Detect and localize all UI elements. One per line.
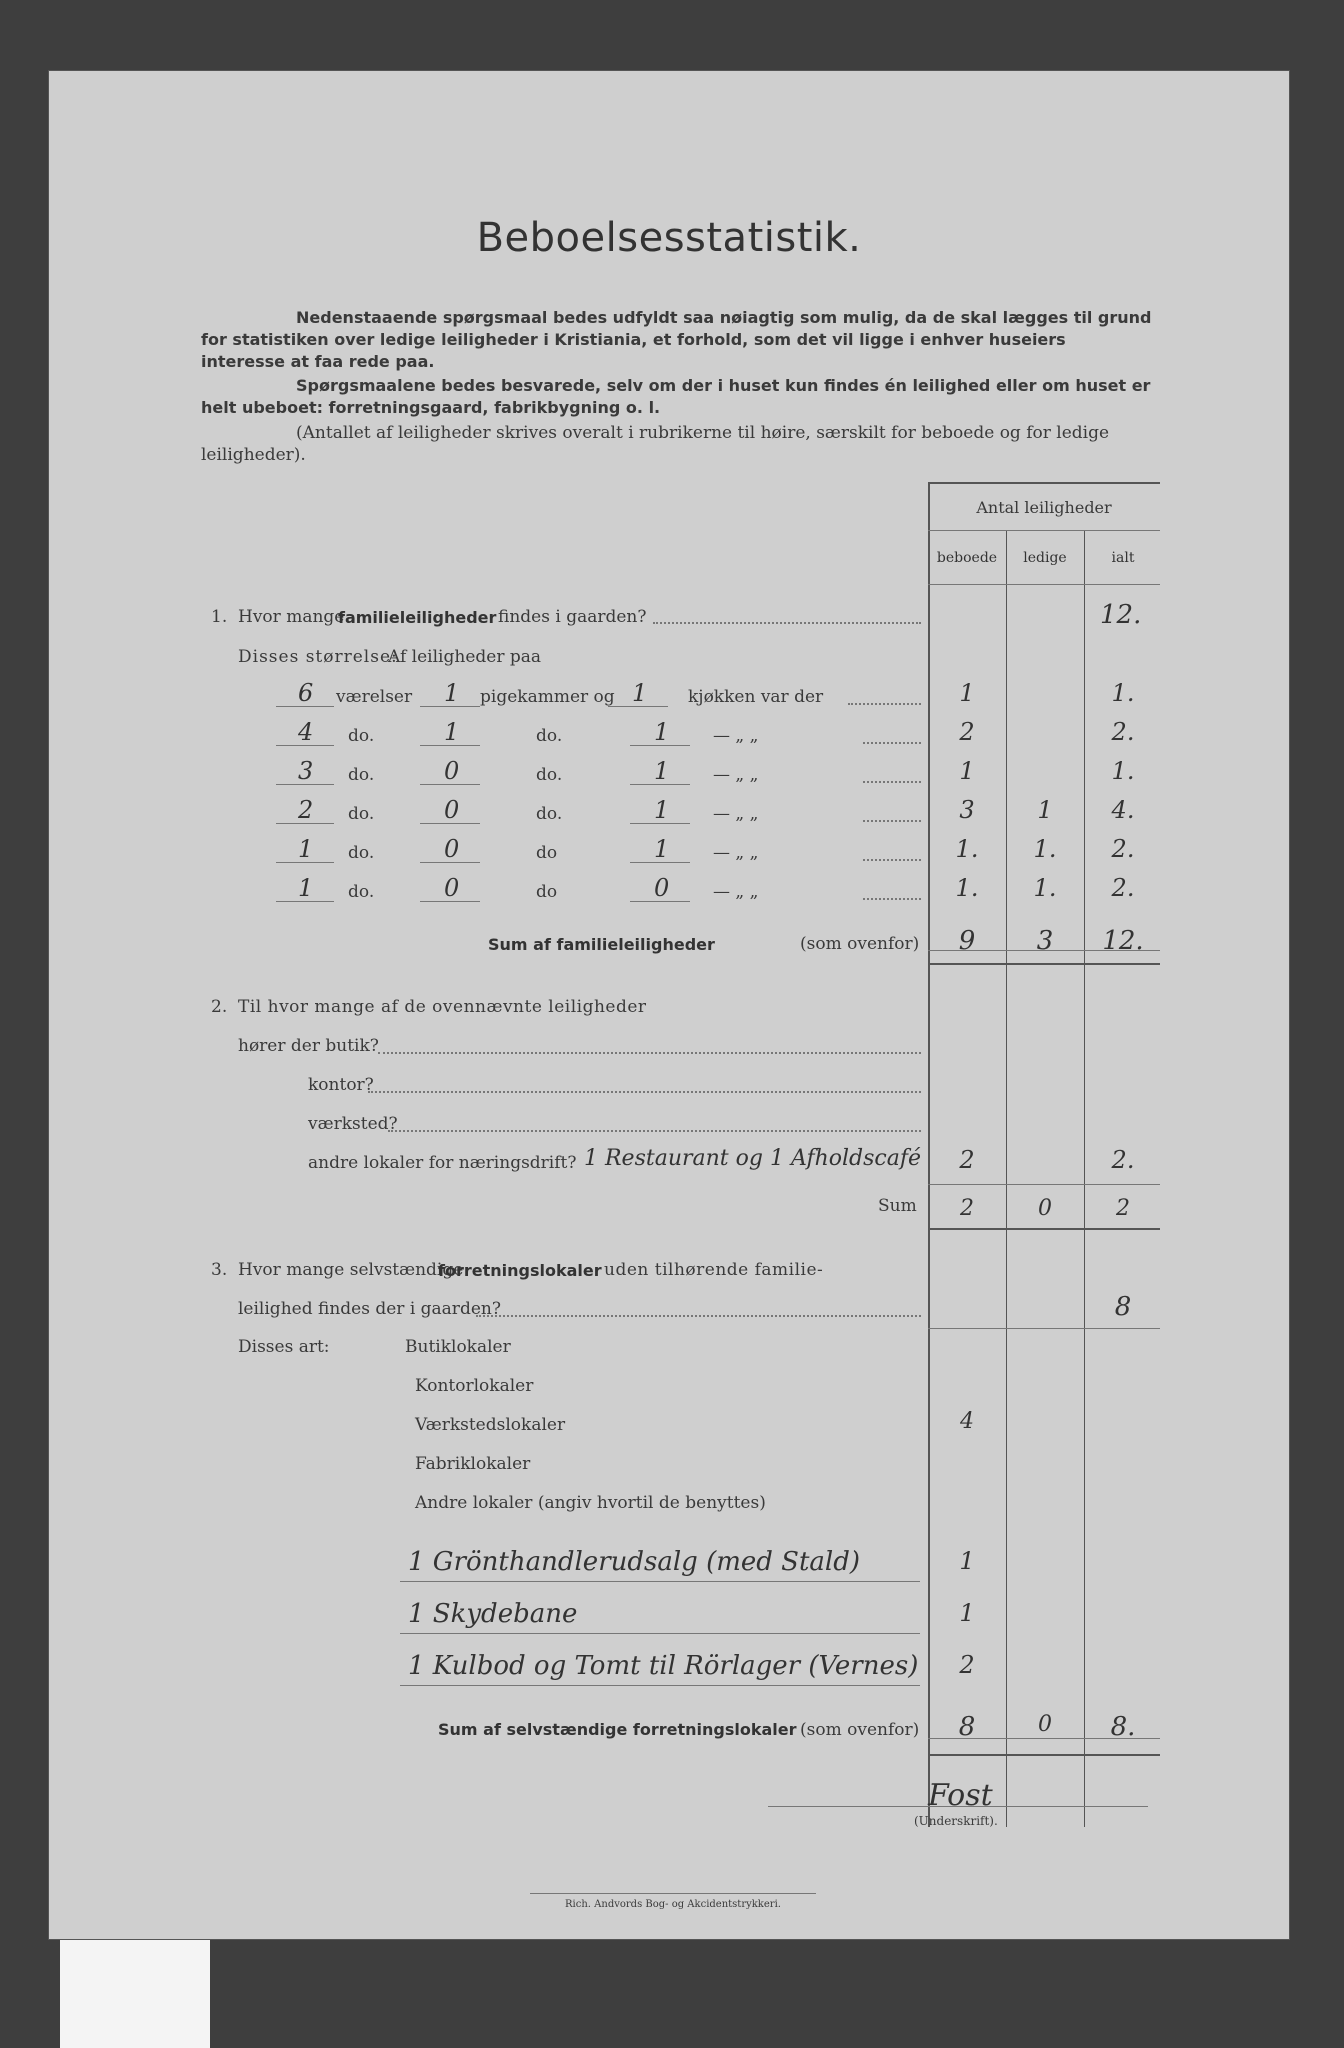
row-leader-dots [863, 820, 921, 822]
intro-line-5: helt ubeboet: forretningsgaard, fabrikbygning o. l. [201, 398, 661, 417]
q1-ialt: 12. [1100, 600, 1142, 630]
intro-line-6: (Antallet af leiligheder skrives overalt i rubrikerne til høire, særskilt for beboede og for ledige [296, 423, 1110, 443]
row-kitchen-word: — „ „ [713, 765, 759, 785]
table-subheader-rule [928, 584, 1160, 585]
q1-sum-rule-bottom [928, 963, 1160, 965]
row-maid-word: pigekammer og [480, 687, 615, 707]
q1-sum-label: Sum af familieleiligheder [488, 935, 715, 954]
q3-sum-note: (som ovenfor) [800, 1720, 920, 1740]
q3-line2: leilighed findes der i gaarden? [238, 1299, 501, 1319]
row-maid: 0 [444, 757, 460, 785]
row-maid: 1 [444, 679, 460, 707]
row-kitchen-word: — „ „ [713, 882, 759, 902]
table-group-header: Antal leiligheder [976, 498, 1112, 517]
q3-text-prefix: Hvor mange selvstændige [238, 1260, 464, 1280]
signature-line [768, 1806, 1148, 1807]
row-ledige: 1. [1033, 874, 1057, 902]
row-kitchen-word: kjøkken var der [688, 687, 824, 707]
q3-text-bold: forretningslokaler [438, 1261, 602, 1280]
row-ialt: 2. [1111, 835, 1135, 863]
row-maid-word: do [536, 882, 558, 902]
row-kitchen: 1 [654, 835, 670, 863]
q3-art-label: Disses art: [238, 1337, 330, 1357]
row-ledige: 1. [1033, 835, 1057, 863]
q3-handwritten-beboede: 1 [959, 1599, 975, 1627]
row-ialt: 2. [1111, 718, 1135, 746]
q3-art-item-label: Andre lokaler (angiv hvortil de benyttes) [415, 1493, 766, 1513]
row-leader-dots [863, 742, 921, 744]
row-beboede: 1 [959, 757, 975, 785]
q2-andre-beboede: 2 [959, 1146, 975, 1174]
row-rooms-word: do. [348, 882, 375, 902]
col-beboede: beboede [936, 550, 998, 566]
row-kitchen: 1 [654, 718, 670, 746]
row-leader-dots [863, 859, 921, 861]
col-ledige: ledige [1023, 550, 1067, 566]
row-maid: 0 [444, 874, 460, 902]
q2-andre-answer: 1 Restaurant og 1 Afholdscafé [584, 1146, 922, 1171]
row-kitchen-word: — „ „ [713, 804, 759, 824]
q2-sum-rule-bottom [928, 1228, 1160, 1230]
q1-sum-ialt: 12. [1102, 926, 1144, 956]
col-ialt: ialt [1111, 550, 1135, 566]
table-col-divider-1 [1006, 530, 1007, 1827]
row-ialt: 4. [1111, 796, 1135, 824]
q2-vaerksted-label: værksted? [308, 1114, 398, 1134]
q3-sum-ialt: 8. [1110, 1712, 1136, 1742]
printer-imprint: Rich. Andvords Bog- og Akcidentstrykkeri. [565, 1899, 781, 1910]
q3-sum-label: Sum af selvstændige forretningslokaler [438, 1720, 797, 1739]
q1-leader-dots [653, 622, 921, 624]
row-ialt: 1. [1111, 679, 1135, 707]
q3-ialt: 8 [1114, 1292, 1132, 1322]
q3-art-item-label: Kontorlokaler [415, 1376, 534, 1396]
q3-handwritten-line [400, 1685, 920, 1686]
q2-andre-label: andre lokaler for næringsdrift? [308, 1153, 577, 1173]
q3-rule [928, 1328, 1160, 1329]
row-rooms-word: do. [348, 843, 375, 863]
row-leader-dots [848, 703, 921, 705]
intro-line-1: Nedenstaaende spørgsmaal bedes udfyldt saa nøiagtig som mulig, da de skal lægges til grund [296, 308, 1152, 327]
row-rooms-word: do. [348, 765, 375, 785]
row-kitchen-word: — „ „ [713, 843, 759, 863]
q2-butik-dots [378, 1052, 921, 1054]
row-leader-dots [863, 898, 921, 900]
q3-handwritten-line [400, 1581, 920, 1582]
q1-text-bold: familieleiligheder [338, 608, 497, 627]
row-leader-dots [863, 781, 921, 783]
row-rooms: 3 [298, 757, 314, 785]
q3-number: 3. [211, 1260, 228, 1280]
q1-sum-ledige: 3 [1036, 926, 1054, 956]
q3-handwritten-item: 1 Grönthandlerudsalg (med Stald) [408, 1547, 861, 1577]
q3-sum-ledige: 0 [1038, 1712, 1052, 1737]
row-rooms-word: værelser [336, 687, 413, 707]
row-maid-word: do. [536, 726, 563, 746]
row-kitchen-word: — „ „ [713, 726, 759, 746]
q3-leader-dots [476, 1315, 921, 1317]
q2-kontor-dots [368, 1091, 921, 1093]
signature-caption: (Underskrift). [914, 1814, 998, 1828]
row-rooms: 6 [298, 679, 314, 707]
intro-line-3: interesse at faa rede paa. [201, 352, 435, 371]
q3-art-item-beboede: 4 [960, 1409, 974, 1434]
row-maid-word: do. [536, 765, 563, 785]
row-rooms: 4 [298, 718, 314, 746]
row-beboede: 2 [959, 718, 975, 746]
row-kitchen: 0 [654, 874, 670, 902]
row-ialt: 1. [1111, 757, 1135, 785]
table-header-rule [928, 530, 1160, 531]
q2-sum-ialt: 2 [1116, 1196, 1130, 1221]
q2-sum-ledige: 0 [1038, 1196, 1052, 1221]
q1-sum-beboede: 9 [958, 926, 976, 956]
row-rooms-word: do. [348, 726, 375, 746]
q3-sum-rule-bottom [928, 1754, 1160, 1756]
row-maid: 0 [444, 796, 460, 824]
intro-line-4: Spørgsmaalene bedes besvarede, selv om der i huset kun findes én leilighed eller om huset er [296, 376, 1151, 395]
intro-line-2: for statistiken over ledige leiligheder i Kristiania, et forhold, som det vil ligge i enhver huseiers [201, 330, 1066, 349]
q3-handwritten-beboede: 2 [959, 1651, 975, 1679]
row-rooms: 1 [298, 835, 314, 863]
q2-kontor-label: kontor? [308, 1075, 374, 1095]
q2-number: 2. [211, 997, 228, 1017]
row-maid: 1 [444, 718, 460, 746]
row-kitchen: 1 [632, 679, 648, 707]
q2-sum-rule-top [928, 1184, 1160, 1185]
q3-sum-beboede: 8 [958, 1712, 976, 1742]
q1-size-label: Disses størrelse: [238, 647, 398, 667]
printer-rule [530, 1893, 816, 1894]
q2-butik-label: hører der butik? [238, 1036, 379, 1056]
q1-text-prefix: Hvor mange [238, 607, 345, 627]
q2-sum-beboede: 2 [960, 1196, 974, 1221]
q1-number: 1. [211, 607, 228, 627]
table-top-rule [928, 482, 1160, 484]
row-beboede: 1. [955, 835, 979, 863]
q1-sum-note: (som ovenfor) [800, 934, 920, 954]
q2-andre-ialt: 2. [1111, 1146, 1135, 1174]
row-ledige: 1 [1037, 796, 1053, 824]
row-rooms: 1 [298, 874, 314, 902]
q2-vaerksted-dots [388, 1130, 921, 1132]
census-form [48, 70, 1290, 1940]
q3-handwritten-beboede: 1 [959, 1547, 975, 1575]
q3-handwritten-item: 1 Skydebane [408, 1599, 578, 1629]
row-maid-word: do. [536, 804, 563, 824]
row-beboede: 1. [955, 874, 979, 902]
q2-question: Til hvor mange af de ovennævnte leiligheder [238, 997, 647, 1017]
q3-text-suffix: uden tilhørende familie- [604, 1260, 824, 1280]
form-title: Beboelsesstatistik. [476, 215, 862, 261]
signature: Fost [928, 1778, 993, 1813]
q3-handwritten-line [400, 1633, 920, 1634]
row-maid-word: do [536, 843, 558, 863]
q2-sum-label: Sum [878, 1196, 917, 1216]
row-ialt: 2. [1111, 874, 1135, 902]
q3-art-item-label: Butiklokaler [405, 1337, 511, 1357]
q1-text-suffix: findes i gaarden? [498, 607, 647, 627]
row-rooms: 2 [298, 796, 314, 824]
intro-line-7: leiligheder). [201, 445, 306, 465]
q1-size-intro: Af leiligheder paa [388, 647, 541, 667]
row-rooms-word: do. [348, 804, 375, 824]
q3-art-item-label: Værkstedslokaler [415, 1415, 566, 1435]
q3-art-item-label: Fabriklokaler [415, 1454, 531, 1474]
q3-handwritten-item: 1 Kulbod og Tomt til Rörlager (Vernes) [408, 1651, 919, 1681]
row-kitchen: 1 [654, 796, 670, 824]
row-maid: 0 [444, 835, 460, 863]
row-kitchen: 1 [654, 757, 670, 785]
row-beboede: 3 [959, 796, 975, 824]
row-beboede: 1 [959, 679, 975, 707]
